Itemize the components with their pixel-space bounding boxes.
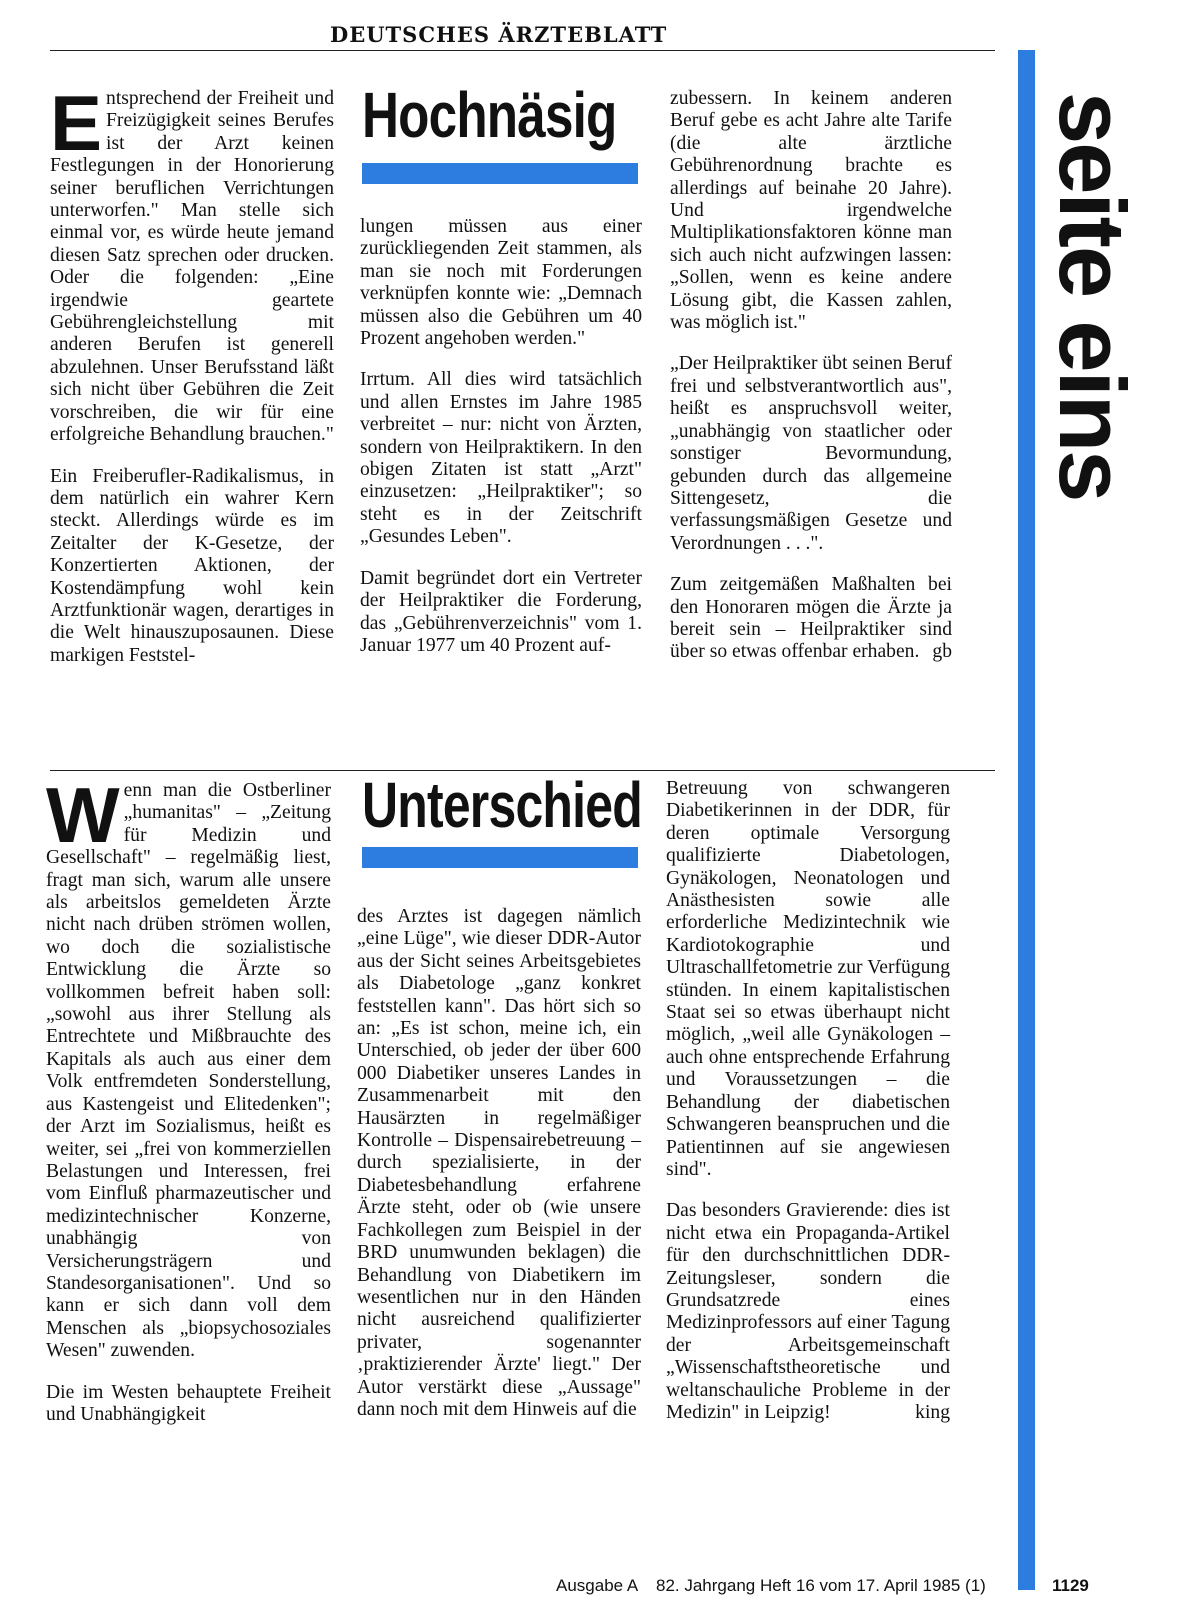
article2-col3-para2 — [666, 1200, 950, 1424]
footer-page-number — [1052, 1576, 1089, 1596]
article2-col2-para1: des Arztes ist dagegen nämlich „eine Lüge", wie dieser DDR-Autor aus der Sicht seines Arbeitsgebietes als Diabetologe „ganz konkret feststellen kann". Das hört sich so an: „Es ist schon, meine ich, ein Unterschied, ob jeder der über 600 000 Diabetiker unseres Landes in Zusammenarbeit mit den Hausärzten in regelmäßiger Kontrolle – Dispensairebetreuung – durch spezialisierte, in der Diabetesbehandlung erfahrene Ärzte steht, oder ob (wie unsere Fachkollegen zum Beispiel in der BRD unumwunden beklagen) die Behandlung von Diabetikern im wesentlichen nur in den Händen nicht ausreichend qualifizierter privater, sogenannter ‚praktizierender Ärzte' liegt." Der Autor verstärkt diese „Aussage" dann noch mit dem Hinweis auf die — [357, 906, 641, 1420]
article1-col1-para2: Ein Freiberufler-Radikalismus, in dem natürlich ein wahrer Kern steckt. Allerdings würde es im Zeitalter der K-Gesetze, der Konzertierten Aktionen, der Kostendämpfung wohl kein Arztfunktionär wagen, derartiges in die Welt hinauszuposaunen. Diese markigen Feststel- — [50, 465, 334, 666]
side-title — [1040, 92, 1145, 632]
article1-column2 — [360, 216, 642, 657]
dropcap-e: E — [50, 79, 103, 167]
top-rule — [50, 50, 995, 51]
blue-side-bar — [1018, 50, 1035, 1590]
article1-col1-para1 — [50, 79, 334, 447]
article1-headline-bar — [362, 163, 638, 184]
article1-col3-para3 — [670, 574, 952, 664]
article2-column1 — [46, 771, 331, 1426]
article1-column3 — [670, 88, 952, 664]
article2-headline-bar — [362, 847, 638, 868]
article2-col1-para1 — [46, 771, 331, 1363]
article1-signature: gb — [932, 641, 952, 663]
footer-page-number-text: 1129 — [1052, 1576, 1089, 1595]
article1-headline: Hochnäsig — [362, 79, 617, 151]
article1-col3-para2: „Der Heilpraktiker übt seinen Beruf frei und selbstverantwortlich aus", heißt es anspruchsvoll weiter, „unabhängig von staatlicher oder sonstiger Bevormundung, gebunden durch das allgemeine Sittengesetz, die verfassungsmäßigen Gesetze und Verordnungen . . .". — [670, 353, 952, 554]
article1-col3-para3-text: Zum zeitgemäßen Maßhalten bei den Honoraren mögen die Ärzte ja bereit sein – Heilpraktiker sind über so etwas offenbar erhaben. — [670, 574, 952, 663]
footer-issue: 82. Jahrgang Heft 16 vom 17. April 1985 (1) — [656, 1576, 986, 1595]
article2-headline: Unterschied — [362, 769, 642, 841]
article2-col1-para2: Die im Westen behauptete Freiheit und Unabhängigkeit — [46, 1381, 331, 1425]
footer-edition: Ausgabe A — [556, 1576, 639, 1595]
article1-col1-para1-rest: ntsprechend der Freiheit und Freizügigkeit seines Berufes ist der Arzt keinen Festlegungen in der Honorierung seiner beruflichen Verrichtungen unterworfen." Man stelle sich einmal vor, es würde heute jemand diesen Satz sprechen oder drucken. Oder die folgenden: „Eine irgendwie geartete Gebührengleichstellung mit anderen Berufen ist generell abzulehnen. Unser Berufsstand läßt sich nicht über Gebühren die Zeit vorschreiben, die wir für eine erfolgreiche Behandlung brauchen." — [50, 88, 334, 446]
article1-col3-para1: zubessern. In keinem anderen Beruf gebe es acht Jahre alte Tarife (die alte ärztliche Gebührenordnung brachte es allerdings auf beinahe 20 Jahre). Und irgendwelche Multiplikationsfaktoren könne man sich auch nicht aufzwingen lassen: „Sollen, wenn es keine andere Lösung gibt, die Kassen zahlen, was möglich ist." — [670, 88, 952, 334]
article2-signature: king — [915, 1401, 950, 1423]
article2-col1-para1-rest: enn man die Ostberliner „humanitas" – „Zeitung für Medizin und Gesellschaft" – regelmäßig liest, fragt man sich, warum alle unsere als arbeitslos gemeldeten Ärzte nicht nach drüben strömen wollen, wo doch die sozialistische Entwicklung die Ärzte so vollkommen befreit haben soll: „sowohl aus ihrer Stellung als Entrechtete und Mißbrauchte des Kapitals als auch aus einer dem Volk entfremdeten Sonderstellung, aus Kastengeist und Elitedenken"; der Arzt im Sozialismus, heißt es weiter, sei „frei von kommerziellen Belastungen und Interessen, frei vom Einfluß pharmazeutischer und medizintechnischer Konzerne, unabhängig von Versicherungsträgern und Standesorganisationen". Und so kann er sich dann voll dem Menschen als „biopsychosoziales Wesen" zuwenden. — [46, 780, 331, 1362]
article1-col2-para1: lungen müssen aus einer zurückliegenden Zeit stammen, als man sie noch mit Forderungen verknüpfen konnte wie: „Demnach müssen also die Gebühren um 40 Prozent angehoben werden." — [360, 216, 642, 350]
dropcap-w: W — [46, 771, 120, 859]
article2-column2 — [357, 906, 641, 1421]
article1-column1 — [50, 79, 334, 667]
article2-col3-para1: Betreuung von schwangeren Diabetikerinnen in der DDR, für deren optimale Versorgung qualifizierte Diabetologen, Gynäkologen, Neonatologen und Anästhesisten sowie alle erforderliche Medizintechnik wie Kardiotokographie und Ultraschallfetometrie zur Verfügung stünden. In einem kapitalistischen Staat sei so etwas überhaupt nicht möglich, „weil alle Gynäkologen – auch ohne entsprechende Erfahrung und Voraussetzungen – die Behandlung der diabetischen Schwangeren beanspruchen und die Patientinnen auf sie angewiesen sind". — [666, 778, 950, 1180]
article1-col2-para2: Irrtum. All dies wird tatsächlich und allen Ernstes im Jahre 1985 verbreitet – nur: nicht von Ärzten, sondern von Heilpraktikern. In den obigen Zitaten ist statt „Arzt" einzusetzen: „Heilpraktiker"; so steht es in der Zeitschrift „Gesundes Leben". — [360, 369, 642, 548]
side-title-text: seite eins — [1040, 92, 1145, 501]
article1-col2-para3: Damit begründet dort ein Vertreter der Heilpraktiker die Forderung, das „Gebührenverzeichnis" vom 1. Januar 1977 um 40 Prozent auf- — [360, 567, 642, 656]
article2-col3-para2-text: Das besonders Gravierende: dies ist nicht etwa ein Propaganda-Artikel für den durchschnittlichen DDR-Zeitungsleser, sondern die Grundsatzrede eines Medizinprofessors auf einer Tagung der Arbeitsgemeinschaft „Wissenschaftstheoretische und weltanschauliche Probleme in der Medizin" in Leipzig! — [666, 1200, 950, 1423]
masthead: DEUTSCHES ÄRZTEBLATT — [330, 22, 668, 47]
article2-column3 — [666, 778, 950, 1424]
